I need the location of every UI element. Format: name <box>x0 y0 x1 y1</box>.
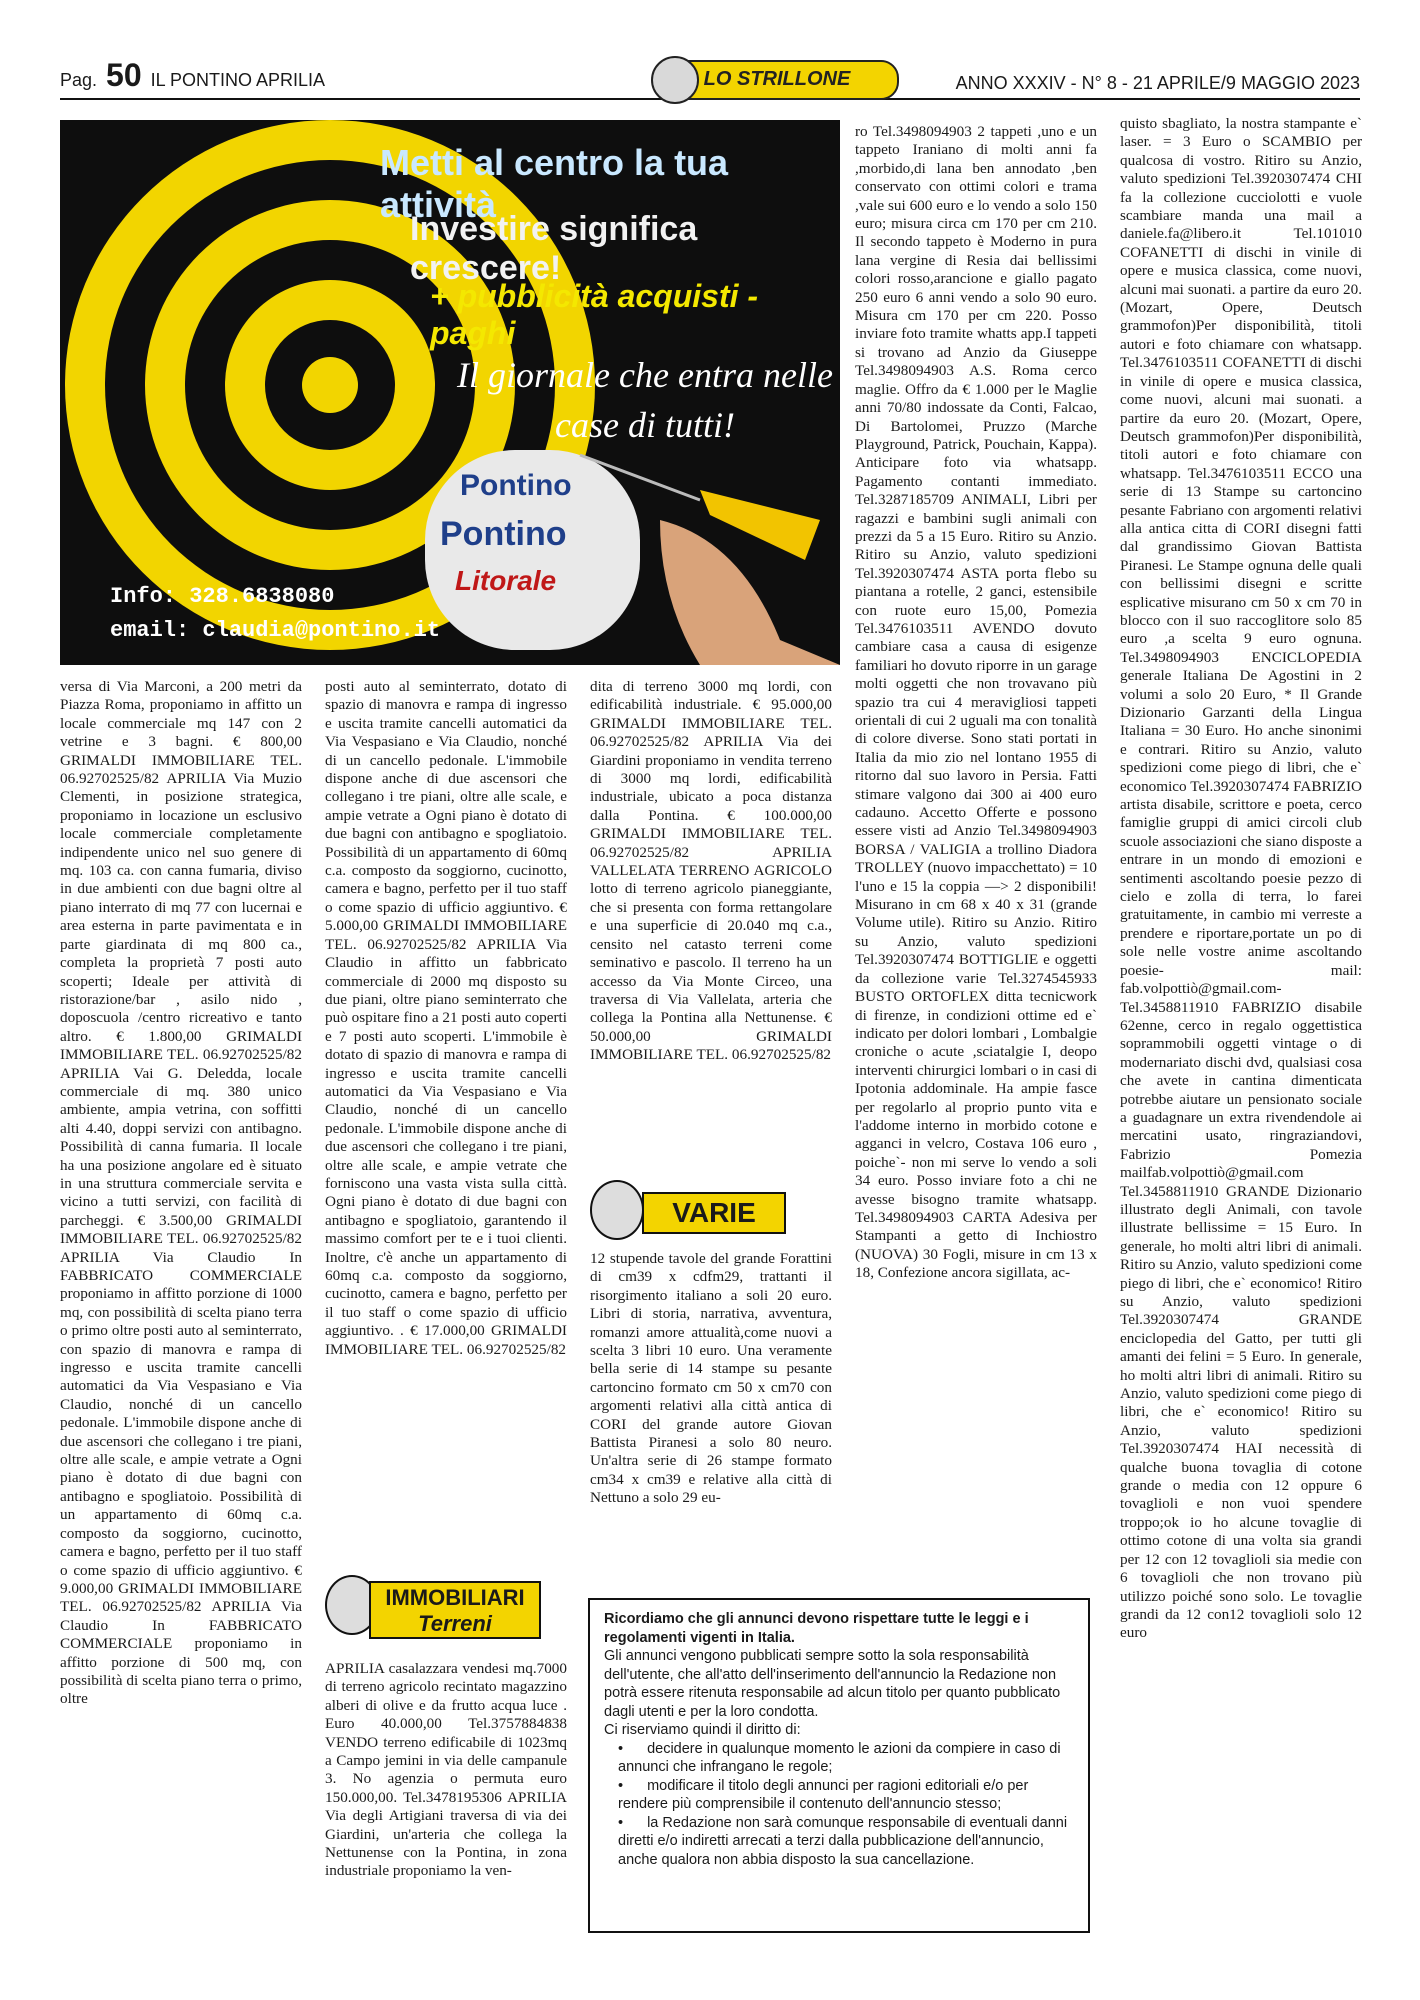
notice-item: • decidere in qualunque momento le azioni da compiere in caso di annunci che infrangano le regole; <box>618 1740 1074 1777</box>
paper-name: IL PONTINO APRILIA <box>150 70 326 90</box>
svg-text:Litorale: Litorale <box>455 565 557 596</box>
notice-paragraph: Gli annunci vengono pubblicati sempre sotto la sola responsabilità dell'utente, che all'atto dell'inserimento dell'annuncio la Redazione non potrà essere ritenuta responsabile ad alcun titolo per quanto pubblicato dagli utenti e per la loro condotta. <box>604 1648 1061 1720</box>
ad-line-2: Investire significa crescere! <box>410 210 698 287</box>
section-title <box>369 1581 541 1639</box>
notice-item: • modificare il titolo degli annunci per ragioni editoriali e/o per rendere più comprensibile il contenuto dell'annuncio stesso; <box>618 1777 1074 1814</box>
section-immobiliari-terreni <box>325 1575 545 1645</box>
page-header <box>60 57 1360 100</box>
notice-list <box>604 1740 1074 1870</box>
logo-text: LO STRILLONE <box>703 68 851 90</box>
newspapers-icon <box>425 450 640 650</box>
page-number: 50 <box>106 57 142 93</box>
classifieds-text: ro Tel.3498094903 2 tappeti ,uno e un tappeto Iraniano di molti anni fa ,morbido,di lana ben annodato ,ben conservato con ottimi colori e trama ,vale sui 600 euro e lo vendo a solo 150 euro; misura circa cm 170 per cm 210. Il secondo tappeto è Moderno in pura lana vergine di Resia dai bellissimi colori rosso,arancione e giallo pagato 250 euro 6 anni vendo a solo 90 euro. Misura cm 170 per cm 220. Posso inviare foto tramite whatts app.I tappeti si trovano ad Anzio da Giuseppe Tel.3498094903 A.S. Roma cerco maglie. Offro da € 1.000 per le Maglie anni 70/80 indossate da Conti, Falcao, Di Bartolomei, Pruzzo (Marche Playground, Patrick, Pouchain, Kappa). Anticipare foto via whatsapp. Pagamento contanti immediato. Tel.3287185709 ANIMALI, Libri per ragazzi e bambini sugli animali con prezzi da 5 a 15 Euro. Ritiro su Anzio. Ritiro su Anzio, valuto spedizioni Tel.3920307474 ASTA porta flebo su piantana a rotelle, 2 ganci, estensibile con ruote euro 15,00, Pomezia Tel.3476103511 AVENDO dovuto cambiare casa a causa di esigenze familiari ho dovuto riporre in un garage molti oggetti che non trovavano più spazio tra cui 4 meravigliosi tappeti orientali di cui 2 uguali ma con tonalità di colore diverse. Sono stati portati in Italia da mio zio nel lontano 1955 di ritorno dal suo lavoro in Persia. Fatti stimare valgono dai 300 ai 400 euro cadauno. Accetto Offerte e possono essere visti ad Anzio Tel.3498094903 BORSA / VALIGIA a trollino Diadora TROLLEY (nuovo impacchettato) = 10 l'uno e 15 la coppia —> 2 disponibili! Misurano in cm 68 x 40 x 31 (grande Volume utile). Ritiro su Anzio. Ritiro su Anzio, valuto spedizioni Tel.3920307474 BOTTIGLIE e oggetti da collezione varie Tel.3274545933 BUSTO ORTOFLEX ditta tecnicwork di firenze, in condizioni ottime ed e` indicato per dolori lombari , Lombalgie croniche o acute ,sciatalgie I, deopo interventi chirurgici lombari o in casi di Ipotonia addominale. Ha ampie fasce per regolarlo al proprio punto vita e l'addome interno in morbido cotone e agganci in velcro, Costava 106 euro , poiche`- non mi serve lo vendo a soli 34 euro. Posso inviare foto a chi ne avesse bisogno tramite whatsapp. Tel.3498094903 CARTA Adesiva per Stampanti a getto di Inchiostro (NUOVA) 30 Fogli, misure in cm 13 x 18, Confezione ancora sigillata, ac- <box>855 123 1097 1282</box>
advertisement <box>60 120 840 665</box>
column-1 <box>60 678 302 1968</box>
ad-line-1: Metti al centro la tua attività <box>380 142 729 225</box>
classifieds-text: 12 stupende tavole del grande Forattini di cm39 x cdfm29, trattanti il risorgimento italiano a soli 20 euro. Libri di storia, narrativa, avventura, romanzi amore attualità,come nuovi a scelta 3 libri 10 euro. Una veramente bella serie di 14 stampe su pesante cartoncino formato cm 50 x cm70 con argomenti relativi alla città antica di CORI del grande autore Giovan Battista Piranesi a solo 80 neuro. Un'altra serie di 26 stampe formato cm34 x cm39 e relative alla città di Nettuno a solo 29 eu- <box>590 1250 832 1507</box>
header-left <box>60 57 325 94</box>
column-2-bottom <box>325 1660 567 1970</box>
notice-paragraph: Ci riserviamo quindi il diritto di: <box>604 1722 801 1738</box>
ad-phone: Info: 328.6838080 <box>110 584 335 609</box>
section-title-line-1: IMMOBILIARI <box>385 1585 525 1610</box>
column-3-top <box>590 678 832 1118</box>
ad-email: email: claudia@pontino.it <box>110 618 441 643</box>
ad-line-3: + pubblicità acquisti - paghi <box>430 278 759 351</box>
column-5 <box>1120 115 1362 1970</box>
classifieds-text: versa di Via Marconi, a 200 metri da Piazza Roma, proponiamo in affitto un locale commerciale mq 147 con 2 vetrine e 3 bagni. € 800,00 GRIMALDI IMMOBILIARE TEL. 06.92702525/82 APRILIA Via Muzio Clementi, in posizione strategica, proponiamo in locazione un esclusivo locale commerciale completamente indipendente unico nel suo genere di mq. 103 ca. con canna fumaria, diviso in due ambienti con due bagni oltre al piano interrato di mq 77 con lucernai e area esterna in parte pavimentata e in parte giardinata di mq 800 ca., completa la proprietà 7 posti auto scoperti; Ideale per attività di ristorazione/bar , asilo nido , doposcuola /centro ricreativo e tanto altro. € 1.800,00 GRIMALDI IMMOBILIARE TEL. 06.92702525/82 APRILIA Vai G. Deledda, locale commerciale di mq. 380 unico ambiente, ampia vetrina, con soffitti alti 4.40, doppi servizi con antibagno. Possibilità di canna fumaria. Il locale ha una posizione angolare ed è situato in una struttura commerciale servita e vicino a tutti servizi, con facilità di parcheggi. € 3.500,00 GRIMALDI IMMOBILIARE TEL. 06.92702525/82 APRILIA Via Claudio In FABBRICATO COMMERCIALE proponiamo in affitto porzione di 1000 mq, con possibilità di scelta piano terra o primo oltre posti auto al seminterrato, con spazio di manovra e rampa di ingresso e uscita tramite cancelli automatici da Via Vespasiano e Via Claudio, nonché di un cancello pedonale. L'immobile dispone anche di due ascensori che collegano i tre piani, oltre alle scale, e ampie vetrate a Ogni piano è dotato di due bagni con antibagno e spogliatoio. Possibilità di un appartamento di 60mq c.a. composto da soggiorno, cucinotto, camera e bagno, perfetto per il tuo staff o come spazio di ufficio aggiuntivo. € 9.000,00 GRIMALDI IMMOBILIARE TEL. 06.92702525/82 APRILIA Via Claudio In FABBRICATO COMMERCIALE proponiamo in affitto porzione di 500 mq, con possibilità di scelta piano terra o primo, oltre <box>60 678 302 1708</box>
section-title-line-2: Terreni <box>418 1611 492 1636</box>
mascot-icon <box>651 56 699 104</box>
notice-lead: Ricordiamo che gli annunci devono rispettare tutte le leggi e i regolamenti vigenti in Italia. <box>604 1611 1029 1646</box>
ad-contact <box>110 580 440 648</box>
ad-line-4: Il giornale che entra nelle case di tutti! <box>457 355 833 445</box>
section-title: VARIE <box>642 1192 786 1234</box>
section-varie <box>590 1180 790 1236</box>
page-label: Pag. <box>60 70 98 90</box>
svg-text:Pontino: Pontino <box>460 469 572 502</box>
issue-info: ANNO XXXIV - N° 8 - 21 APRILE/9 MAGGIO 2023 <box>955 73 1360 93</box>
classifieds-text: dita di terreno 3000 mq lordi, con edificabilità industriale. € 95.000,00 GRIMALDI IMMOBILIARE TEL. 06.92702525/82 APRILIA Via dei Giardini proponiamo in vendita terreno di 3000 mq lordi, edificabilità industriale, ubicato a poca distanza dalla Pontina. € 100.000,00 GRIMALDI IMMOBILIARE TEL. 06.92702525/82 APRILIA VALLELATA TERRENO AGRICOLO lotto di terreno agricolo pianeggiante, che si presenta con forma rettangolare e una superficie di 20.040 mq c.a., censito nel catasto terreni come seminativo e pascolo. Il terreno ha un accesso da Via Monte Circeo, una traversa di Via Vallelata, arteria che collega la Pontina alla Nettunense. € 50.000,00 GRIMALDI IMMOBILIARE TEL. 06.92702525/82 <box>590 678 832 1064</box>
column-2 <box>325 678 567 1568</box>
classifieds-text: posti auto al seminterrato, dotato di spazio di manovra e rampa di ingresso e uscita tramite cancelli automatici da Via Vespasiano e Via Claudio, nonché di un cancello pedonale. L'immobile dispone anche di due ascensori che collegano i tre piani, oltre alle scale, e ampie vetrate a Ogni piano è dotato di due bagni con antibagno e spogliatoio. Possibilità di un appartamento di 60mq c.a. composto da soggiorno, cucinotto, camera e bagno, perfetto per il tuo staff o come spazio di ufficio aggiuntivo. € 5.000,00 GRIMALDI IMMOBILIARE TEL. 06.92702525/82 APRILIA Via Claudio in affitto un fabbricato commerciale di 2000 mq disposto su due piani, oltre piano seminterrato che può ospitare fino a 21 posti auto coperti e 7 posti auto scoperti. L'immobile è dotato di spazio di manovra e rampa di ingresso e uscita tramite cancelli automatici da Via Vespasiano e Via Claudio, nonché di un cancello pedonale. L'immobile dispone anche di due ascensori che collegano i tre piani, oltre alle scale, e ampie vetrate che forniscono una vasta vista sulla città. Ogni piano è dotato di due bagni con antibagno e spogliatoio, garantendo il massimo comfort per te e i tuoi clienti. Inoltre, c'è anche un appartamento di 60mq c.a. composto da soggiorno, cucinotto, camera e bagno, perfetto per il tuo staff o come spazio di ufficio aggiuntivo. . € 17.000,00 GRIMALDI IMMOBILIARE TEL. 06.92702525/82 <box>325 678 567 1358</box>
lo-strillone-logo <box>655 60 899 100</box>
column-4 <box>855 123 1097 1588</box>
classifieds-text: quisto sbagliato, la nostra stampante e` laser. = 3 Euro o SCAMBIO per qualcosa di vostro. Ritiro su Anzio, valuto spedizioni Tel.3920307474 CHI fa la collezione cucciolotti e vuole scambiare manda una mail a daniele.fa@libero.it Tel.101010 COFANETTI di dischi in vinile di opere e musica classica, come nuovi, alcuni mai suonati. a partire da euro 20. (Mozart, Opere, Deutsch grammofon)Per disponibilità, titoli autori e foto chiamare con whatsapp. Tel.3476103511 COFANETTI di dischi in vinile di opere e musica classica, come nuovi, alcuni mai suonati. a partire da euro 20. (Mozart, Opere, Deutsch grammofon)Per disponibilità, titoli autori e foto chiamare con whatsapp. Tel.3476103511 ECCO una serie di 13 Stampe su cartoncino pesante Fabriano con argomenti relativi alla antica citta di CORI disegni fatti dal grandissimo Giovan Battista Piranesi. Le Stampe ognuna delle quali con bellissimi disegni e scritte esplicative misurano cm 50 x cm 70 in blocco con il suo raccoglitore solo 85 euro ,a scelta 9 euro ognuna. Tel.3498094903 ENCICLOPEDIA generale Italiana De Agostini in 2 volumi a solo 20 Euro, * Il Grande Dizionario Garzanti della Lingua Italiana = 30 Euro. Ho anche sinonimi e contrari. Ritiro su Anzio, valuto spedizioni come piego di libri, che e` economico Tel.3920307474 FABRIZIO artista disabile, scrittore e poeta, cerco famiglie gruppi di amici circoli club scuole associazioni che siano disposte a entrare in un mondo di emozioni e sentimenti ascoltando poesie pezzo di cielo e zolla di terra, lo farei gratuitamente, in cambio mi verreste a prendere e riportare,portate un po di sole nelle vostre anime ascoltando poesie- mail: fab.volpottiò@gmail.com-Tel.3458811910 FABRIZIO disabile 62enne, cerco in regalo oggettistica soprammobili oggetti vintage o di modernariato dischi dvd, qualsiasi cosa che avete in cantina dimenticata potrebbe aiutare un pensionato sociale a guadagnare un extra rivendendole ai mercatini usato, ringraziandovi, Fabrizio Pomezia mailfab.volpottiò@gmail.com Tel.3458811910 GRANDE Dizionario illustrato degli Animali, con tavole illustrate bellissime = 15 Euro. In generale, ho molti altri libri di animali. Ritiro su Anzio, valuto spedizioni come piego di libri, che e` economico! Ritiro su Anzio, valuto spedizioni Tel.3920307474 GRANDE enciclopedia del Gatto, per tutti gli amanti dei felini = 5 Euro. In generale, ho molti altri libri di animali. Ritiro su Anzio, valuto spedizioni come piego di libri, che e` economico! Ritiro su Anzio, valuto spedizioni Tel.3920307474 HAI necessità di qualche buona tovaglia di cotone grande o media con 12 oppure 6 tovaglioli e non vuoi spendere troppo;ok io ho alcune tovaglie di ottimo cotone di una volta sia grandi per 12 con 12 tovaglioli sia medie con 6 tovaglioli che non trovano più utilizzo poiché sono solo. Le tovaglie grandi da 12 con12 tovaglioli solo 12 euro <box>1120 115 1362 1642</box>
classifieds-text: APRILIA casalazzara vendesi mq.7000 di terreno agricolo recintato magazzino alberi di olive e da frutto acqua luce . Euro 40.000,00 Tel.3757884838 VENDO terreno edificabile di 1023mq a Campo jemini in via delle campanule 3. No agenzia o permuta euro 150.000,00. Tel.3478195306 APRILIA Via degli Artigiani traversa di via dei Giardini, un'arteria che collega la Nettunense con la Pontina, in zona industriale proponiamo la ven- <box>325 1660 567 1880</box>
notice-box <box>588 1598 1090 1933</box>
mascot-icon <box>590 1180 644 1240</box>
svg-text:Pontino: Pontino <box>440 515 567 553</box>
column-3-bottom <box>590 1250 832 1590</box>
notice-item: • la Redazione non sarà comunque responsabile di eventuali danni diretti e/o indiretti arrecati a terzi dalla pubblicazione dell'annuncio, anche qualora non abbia disposto la sua cancellazione. <box>618 1814 1074 1870</box>
